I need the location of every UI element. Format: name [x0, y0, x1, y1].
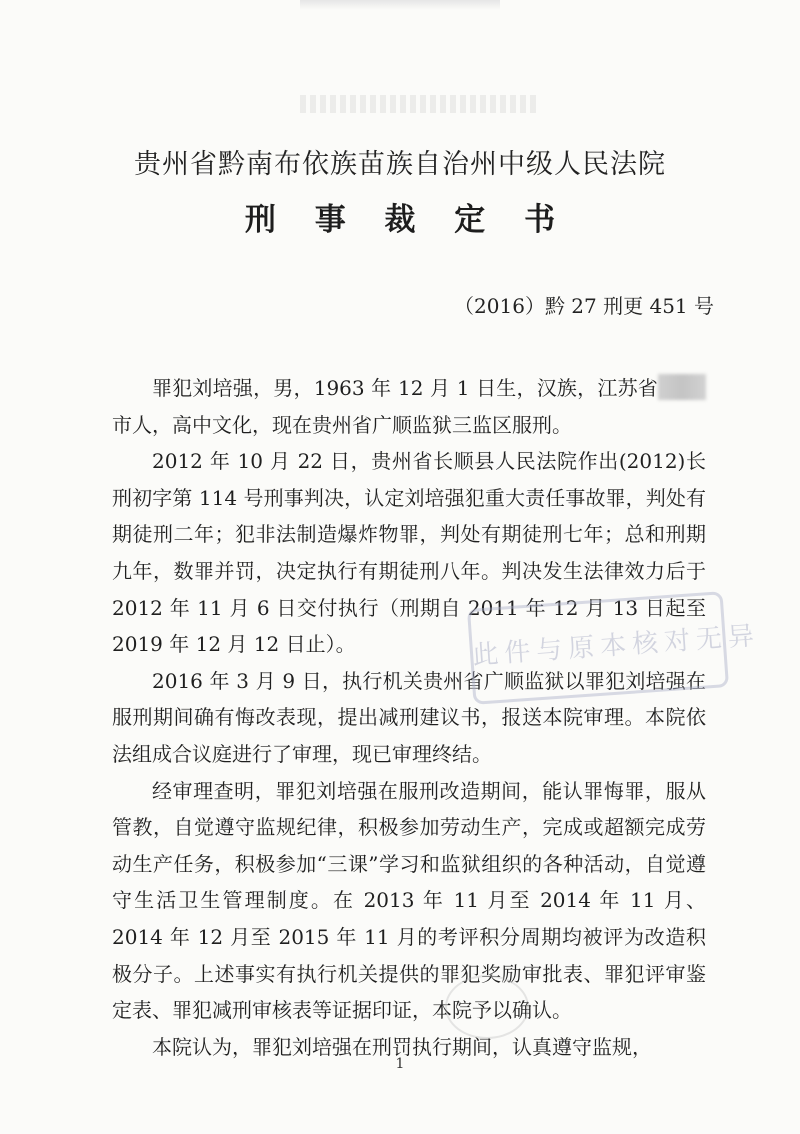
defendant-info-text-continued: 市人，高中文化，现在贵州省广顺监狱三监区服刑。 — [112, 412, 572, 437]
ruling-body — [112, 370, 706, 1065]
faint-bleed-through-header — [300, 95, 540, 113]
paragraph-original-judgment: 2012 年 10 月 22 日，贵州省长顺县人民法院作出(2012)长刑初字第 114 号刑事判决，认定刘培强犯重大责任事故罪，判处有期徒刑二年；犯非法制造爆炸物罪，判处有期徒刑七年；总和刑期九年，数罪并罚，决定执行有期徒刑八年。判决发生法律效力后于 2012 年 11 月 6 日交付执行（刑期自 2011 年 12 月 13 日起至 2019 年 12 月 12 日止）。 — [112, 449, 706, 657]
faint-seal-ring — [445, 975, 529, 1039]
court-name-heading: 贵州省黔南布依族苗族自治州中级人民法院 — [134, 149, 666, 180]
paragraph-court-opinion: 本院认为，罪犯刘培强在刑罚执行期间，认真遵守监规， — [152, 1034, 652, 1059]
paragraph-defendant-info — [112, 370, 706, 443]
redacted-text-block — [658, 374, 706, 400]
defendant-info-text: 罪犯刘培强，男，1963 年 12 月 1 日生，汉族，江苏省 — [152, 376, 658, 400]
paragraph-commutation-proposal: 2016 年 3 月 9 日，执行机关贵州省广顺监狱以罪犯刘培强在服刑期间确有悔改表现，提出减刑建议书，报送本院审理。本院依法组成合议庭进行了审理，现已审理终结。 — [112, 668, 706, 766]
document-title: 刑 事 裁 定 书 — [244, 202, 570, 238]
verification-stamp-text: 此件与原本核对无异 — [471, 620, 761, 672]
page-number: 1 — [395, 1056, 405, 1072]
case-number: （2016）黔 27 刑更 451 号 — [454, 294, 714, 318]
paragraph-findings: 经审理查明，罪犯刘培强在服刑改造期间，能认罪悔罪，服从管教，自觉遵守监规纪律，积极参加劳动生产，完成或超额完成劳动生产任务，积极参加“三课”学习和监狱组织的各种活动，自觉遵守生活卫生管理制度。在 2013 年 11 月至 2014 年 11 月、2014 年 12 月至 2015 年 11 月的考评积分周期均被评为改造积极分子。上述事实有执行机关提供的罪犯奖励审批表、罪犯评审鉴定表、罪犯减刑审核表等证据印证，本院予以确认。 — [112, 778, 706, 1023]
scan-edge-shadow — [300, 0, 500, 10]
